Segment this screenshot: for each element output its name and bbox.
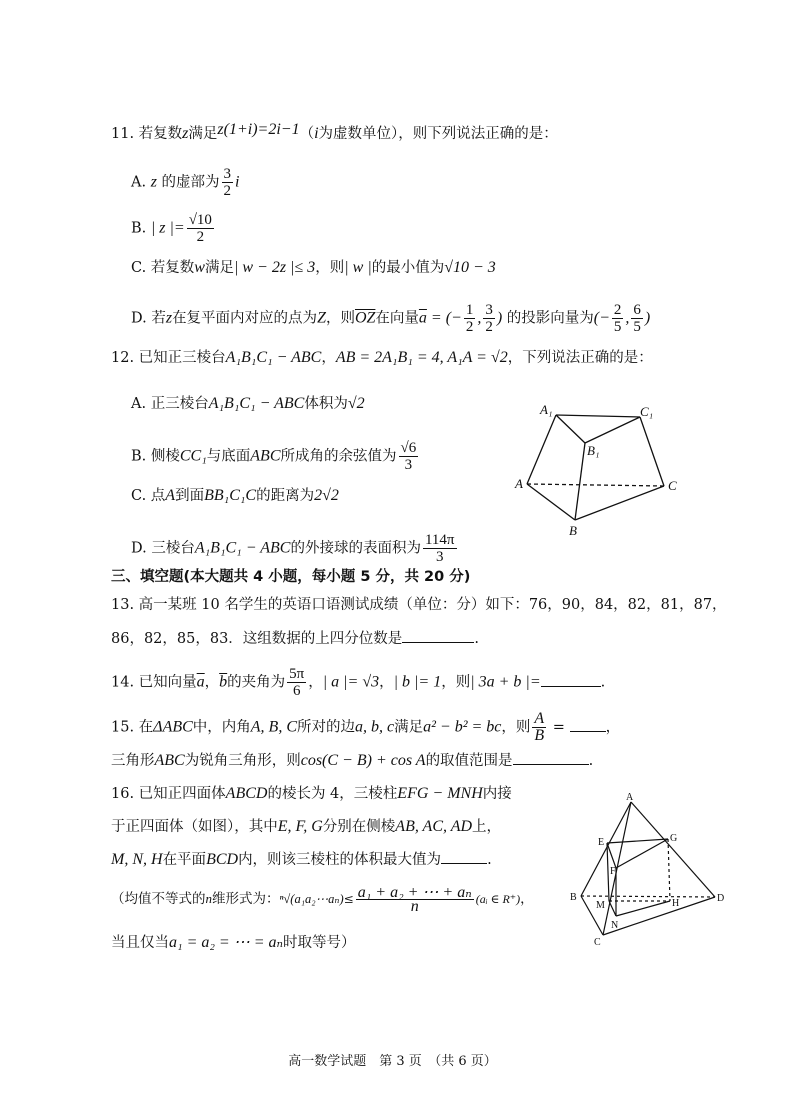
t-label-b: B	[570, 892, 577, 903]
edge-gh-hidden	[668, 839, 670, 901]
q16-line-4: （均值不等式的n维形式为：ⁿ√(a₁a₂⋯aₙ)≤ $\frac{\text{a₁ + a₂ + ⋯ + aₙ}}{n}$ (aᵢ ∈ R⁺)，	[111, 884, 534, 915]
q15-line-2: 三角形ABC为锐角三角形，则cos(C − B) + cos A的取值范围是 .	[111, 752, 594, 769]
label-c1: C₁	[640, 404, 654, 419]
q12-option-d: D. 三棱台A₁B₁C₁ − ABC的外接球的表面积为 $\frac{114\pi}{3}$	[131, 532, 455, 565]
q16-answer-blank[interactable]	[441, 849, 487, 864]
t-label-g: G	[670, 833, 678, 844]
q16-line-5: 当且仅当a₁ = a₂ = ⋯ = aₙ时取等号）	[111, 934, 356, 951]
label-b1: B₁	[587, 443, 600, 458]
q11-option-a: A. z 的虚部为 $\frac{3}{2}$ i	[131, 166, 240, 199]
q13-line-1: 13. 高一某班 10 名学生的英语口语测试成绩（单位：分）如下：76，90，84，82，81，87，	[111, 597, 727, 613]
label-a: A	[515, 476, 523, 491]
q15-line-1: 15. 在ΔABC中，内角A, B, C所对的边a, b, c满足a² − b² = bc，则 $\frac{A}{B}$ = ，	[111, 710, 621, 744]
q12-stem: 12. 已知正三棱台A₁B₁C₁ − ABC，AB = 2A₁B₁ = 4, A₁A = √2，下列说法正确的是：	[111, 349, 653, 366]
q14-line: 14. 已知向量$\overline{a}$，$\overline{b}$的夹角为 $\frac{5\pi}{6}$ ，| a |= √3，| b |= 1，则| 3a + b |= .	[111, 666, 606, 699]
t-label-a: A	[626, 792, 634, 803]
edge-bd-hidden	[581, 896, 715, 897]
edge-c-c1	[640, 417, 664, 486]
t-label-h: H	[672, 898, 680, 909]
edge-ac	[603, 802, 631, 935]
tetrahedron-figure	[565, 790, 730, 950]
q13-answer-blank[interactable]	[402, 628, 474, 643]
label-b: B	[569, 523, 577, 538]
edge-b1-c1	[585, 417, 640, 443]
t-label-e: E	[598, 837, 605, 848]
edge-mn	[609, 901, 616, 916]
frustum-figure	[512, 400, 692, 540]
q15-answer-blank-1[interactable]	[570, 717, 606, 732]
q15-answer-blank-2[interactable]	[513, 750, 589, 765]
edge-b-c	[575, 486, 664, 520]
q12-option-c: C. 点A到面BB₁C₁C的距离为2√2	[131, 487, 339, 504]
edge-ab	[581, 802, 631, 896]
q12-option-b: B. 侧棱CC₁与底面ABC所成角的余弦值为 $\frac{√6}{3}$	[131, 440, 417, 473]
edge-a-b	[527, 484, 575, 520]
q11-option-d: D. 若z在复平面内对应的点为Z，则$\overline{OZ}$在向量$\overline{a}$ = (− $\frac{1}{2}$ , $\frac{3}{2}$ ) 的投影向量为(− $\frac{2}{5}$ , $\frac{6}{5}$ )	[131, 302, 651, 335]
edge-fg	[616, 839, 668, 868]
edge-ef	[607, 843, 616, 868]
edge-eg	[607, 839, 668, 843]
q16-line-2: 于正四面体（如图），其中E, F, G分别在侧棱AB, AC, AD上，	[111, 818, 502, 835]
section-3-heading: 三、填空题(本大题共 4 小题，每小题 5 分，共 20 分)	[111, 569, 471, 585]
page-footer: 高一数学试题 第 3 页 （共 6 页）	[288, 1054, 497, 1069]
label-a1: A₁	[540, 402, 553, 417]
q14-answer-blank[interactable]	[541, 672, 601, 687]
t-label-d: D	[717, 893, 725, 904]
edge-a1-b1	[556, 415, 585, 443]
edge-a-c-hidden	[527, 484, 664, 486]
q11-option-b: B. | z |= $\frac{√10}{2}$	[131, 212, 212, 245]
q16-line-3: M, N, H在平面BCD内，则该三棱柱的体积最大值为 .	[111, 851, 492, 868]
edge-a-a1	[527, 415, 556, 484]
t-label-m: M	[596, 900, 605, 911]
t-label-c: C	[594, 937, 601, 948]
edge-nh	[616, 901, 670, 916]
edge-b-b1	[575, 443, 585, 520]
t-label-f: F	[610, 866, 616, 877]
edge-ad	[631, 802, 715, 897]
q13-line-2: 86，82，85，83．这组数据的上四分位数是 .	[111, 628, 479, 649]
q11-option-c: C. 若复数w满足| w − 2z |≤ 3，则| w |的最小值为√10 − 3	[131, 259, 496, 276]
q11-stem: 11. 若复数z满足z(1+i)=2i−1（i为虚数单位），则下列说法正确的是：	[111, 121, 558, 142]
edge-em	[607, 843, 609, 901]
label-c: C	[668, 478, 677, 493]
q16-line-1: 16. 已知正四面体ABCD的棱长为 4，三棱柱EFG − MNH内接	[111, 785, 512, 802]
q12-option-a: A. 正三棱台A₁B₁C₁ − ABC体积为√2	[131, 395, 365, 412]
edge-cd	[603, 897, 715, 935]
t-label-n: N	[611, 920, 619, 931]
edge-a1-c1	[556, 415, 640, 417]
